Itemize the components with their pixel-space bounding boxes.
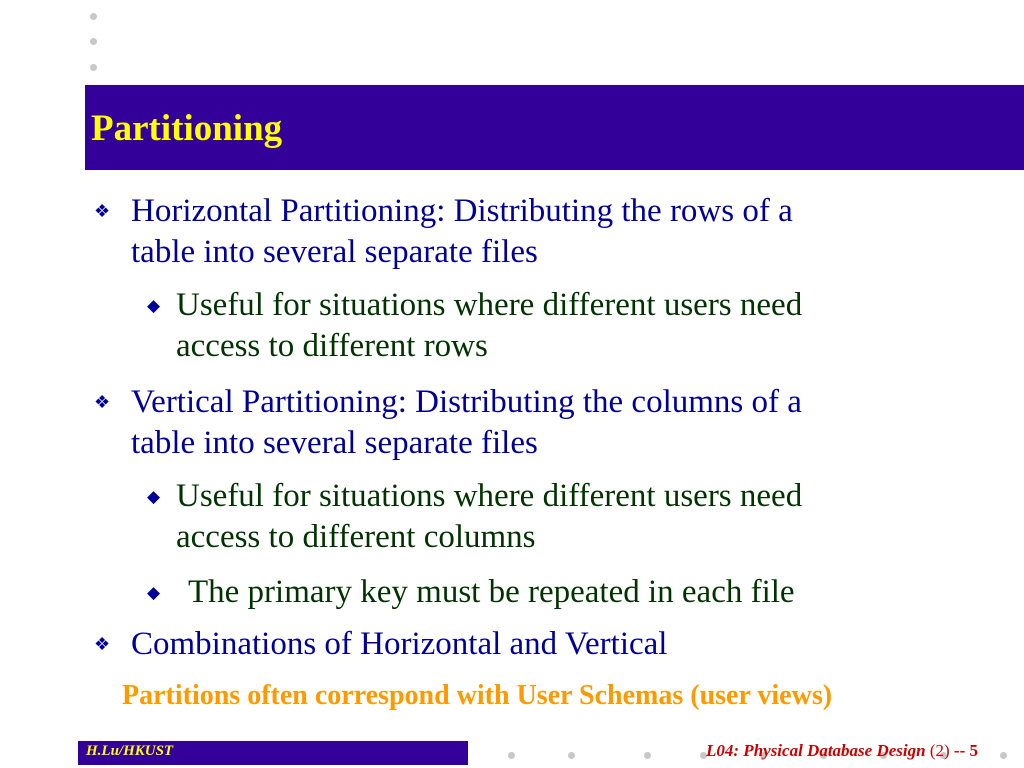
decorative-dot	[90, 64, 97, 71]
footer-bar	[78, 741, 468, 765]
decorative-dot	[644, 752, 651, 759]
bullet-text-line: Vertical Partitioning: Distributing the columns of a	[131, 384, 802, 420]
bullet-text-line: table into several separate files	[131, 234, 538, 270]
bullet-marker-icon: ❖	[94, 634, 111, 654]
sub-bullet-text-line: Useful for situations where different users need	[176, 287, 803, 323]
bullet-text-line: Combinations of Horizontal and Vertical	[131, 626, 668, 662]
bullet-text-line: Horizontal Partitioning: Distributing the rows of a	[131, 193, 793, 229]
decorative-dot	[90, 38, 97, 45]
footer-page-number: -- 5	[953, 741, 978, 760]
bullet-horizontal-partitioning	[94, 191, 793, 273]
sub-bullet-text-line: The primary key must be repeated in each file	[188, 574, 795, 610]
partitions-note: Partitions often correspond with User Schemas (user views)	[122, 680, 833, 711]
sub-bullet-primary-key	[147, 572, 795, 613]
sub-bullet-text-line: access to different columns	[176, 519, 536, 555]
footer-course-info	[706, 741, 978, 761]
bullet-marker-icon: ❖	[94, 392, 111, 412]
sub-bullet-columns	[147, 476, 803, 558]
sub-bullet-marker-icon: ◆	[147, 583, 161, 602]
decorative-dot	[508, 752, 515, 759]
bullet-vertical-partitioning	[94, 382, 802, 464]
decorative-dot	[568, 752, 575, 759]
sub-bullet-text-line: Useful for situations where different users need	[176, 478, 803, 514]
sub-bullet-rows	[147, 285, 803, 367]
bullet-marker-icon: ❖	[94, 201, 111, 221]
slide-title: Partitioning	[91, 108, 283, 149]
sub-bullet-marker-icon: ◆	[147, 487, 161, 506]
sub-bullet-marker-icon: ◆	[147, 296, 161, 315]
bullet-text-line: table into several separate files	[131, 425, 538, 461]
footer-paren: (2)	[929, 741, 950, 760]
decorative-dot	[90, 13, 97, 20]
sub-bullet-text-line: access to different rows	[176, 328, 488, 364]
footer-author: H.Lu/HKUST	[86, 743, 174, 759]
decorative-dot	[1000, 752, 1007, 759]
bullet-combinations	[94, 624, 668, 665]
footer-course: L04: Physical Database Design	[706, 741, 926, 760]
title-bar	[85, 85, 1024, 170]
